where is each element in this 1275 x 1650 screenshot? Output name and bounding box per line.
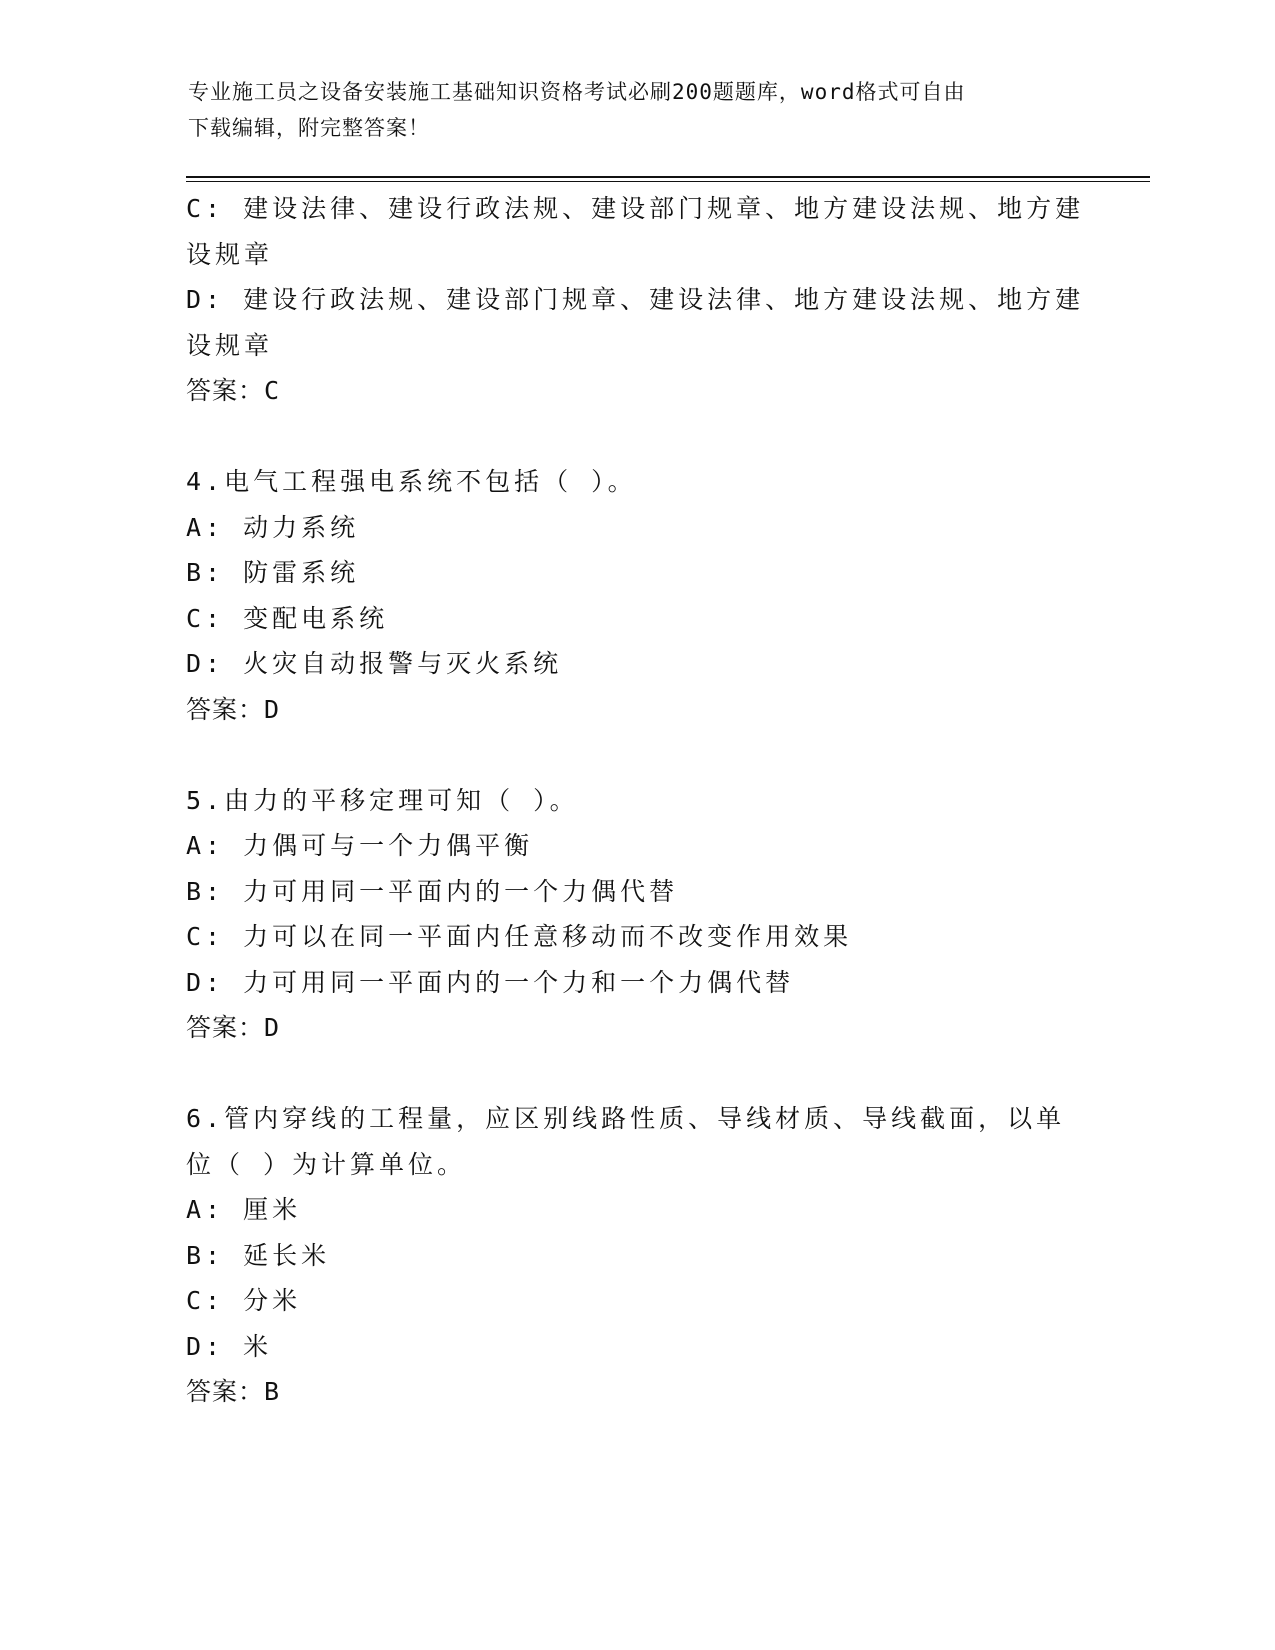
- question-3-option-d-cont: 设规章: [186, 330, 274, 360]
- question-6-option-d: D: 米: [186, 1331, 273, 1361]
- question-3-option-c-cont: 设规章: [186, 239, 274, 269]
- question-4-option-d: D: 火灾自动报警与灭火系统: [186, 649, 563, 678]
- question-5-option-d: D: 力可用同一平面内的一个力和一个力偶代替: [186, 967, 795, 997]
- document-header: [188, 74, 1068, 146]
- question-5-answer: 答案：D: [186, 1013, 281, 1042]
- header-divider-thin: [186, 181, 1150, 182]
- question-3-option-c: C: 建设法律、建设行政法规、建设部门规章、地方建设法规、地方建: [186, 194, 1085, 223]
- question-4-block: [186, 459, 1076, 732]
- question-4-option-b: B: 防雷系统: [186, 558, 360, 587]
- question-6-answer: 答案：B: [186, 1377, 281, 1406]
- question-6-block: [186, 1096, 1076, 1415]
- question-4-text: 4.电气工程强电系统不包括（ ）。: [186, 467, 637, 496]
- question-3-block: [186, 186, 1085, 414]
- question-6-option-a: A: 厘米: [186, 1195, 302, 1224]
- question-5-block: [186, 778, 1076, 1051]
- question-list: [186, 186, 1085, 1415]
- question-5-option-a: A: 力偶可与一个力偶平衡: [186, 831, 534, 860]
- question-6-text: 6.管内穿线的工程量，应区别线路性质、导线材质、导线截面，以单: [186, 1104, 1066, 1133]
- question-3-answer: 答案：C: [186, 376, 281, 405]
- question-4-option-a: A: 动力系统: [186, 512, 360, 542]
- question-5-text: 5.由力的平移定理可知（ ）。: [186, 785, 579, 815]
- question-6-text-cont: 位（ ）为计算单位。: [186, 1149, 467, 1179]
- question-6-option-c: C: 分米: [186, 1286, 302, 1315]
- question-5-option-c: C: 力可以在同一平面内任意移动而不改变作用效果: [186, 922, 853, 951]
- header-title-line-2: 下载编辑，附完整答案！: [188, 116, 430, 140]
- question-4-answer: 答案：D: [186, 694, 281, 724]
- spacer: [186, 414, 1076, 460]
- spacer: [186, 1051, 1076, 1097]
- question-3-option-d: D: 建设行政法规、建设部门规章、建设法律、地方建设法规、地方建: [186, 285, 1085, 314]
- header-title-line-1: 专业施工员之设备安装施工基础知识资格考试必刷200题题库，word格式可自由: [188, 80, 966, 104]
- question-4-option-c: C: 变配电系统: [186, 603, 389, 633]
- header-divider-thick: [186, 176, 1150, 178]
- question-5-option-b: B: 力可用同一平面内的一个力偶代替: [186, 876, 679, 906]
- spacer: [186, 732, 1076, 778]
- question-6-option-b: B: 延长米: [186, 1240, 331, 1270]
